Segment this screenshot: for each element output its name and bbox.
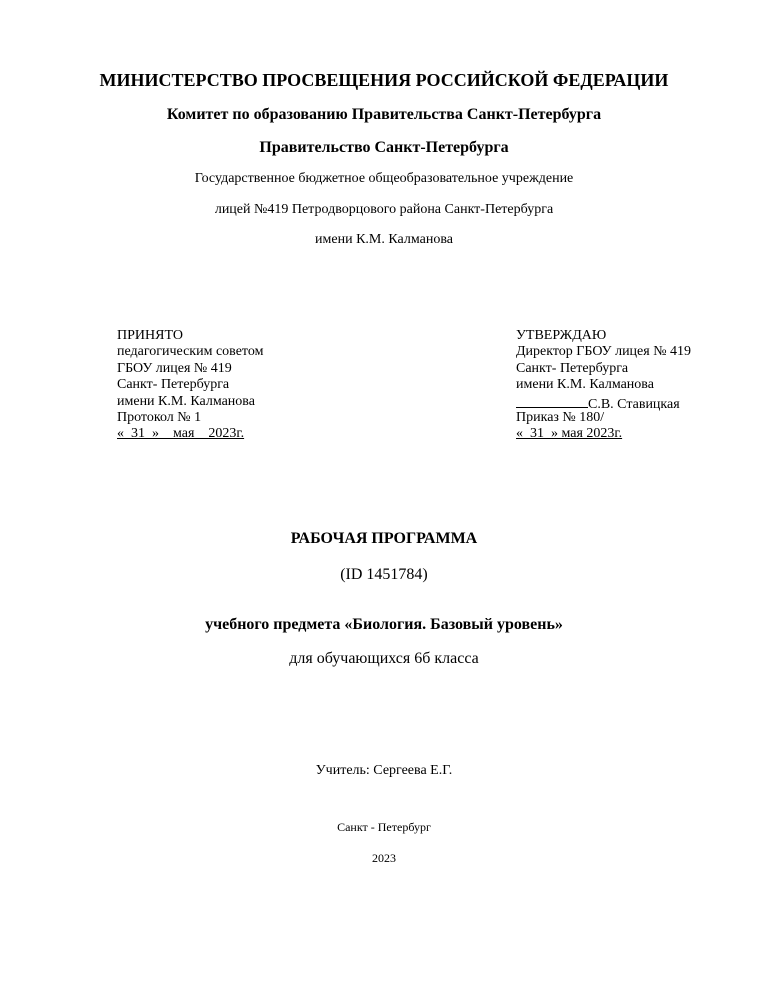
ministry-heading: МИНИСТЕРСТВО ПРОСВЕЩЕНИЯ РОССИЙСКОЙ ФЕДЕРАЦИИ <box>99 70 669 90</box>
approved-line-2: Санкт- Петербурга <box>516 360 629 376</box>
approved-line-1: Директор ГБОУ лицея № 419 <box>516 344 692 360</box>
accepted-block <box>117 328 263 443</box>
year: 2023 <box>372 851 396 865</box>
program-subject: учебного предмета «Биология. Базовый уровень» <box>205 616 563 633</box>
approved-title: УТВЕРЖДАЮ <box>516 328 607 343</box>
committee-heading: Комитет по образованию Правительства Санкт-Петербурга <box>166 106 602 123</box>
signature-line <box>516 394 588 408</box>
program-audience: для обучающихся 6б класса <box>289 650 479 667</box>
approved-signatory: С.В. Ставицкая <box>588 396 680 412</box>
approved-date: « 31 » мая 2023г. <box>516 426 623 442</box>
institution-line-1: Государственное бюджетное общеобразовательное учреждение <box>194 171 574 186</box>
institution-line-3: имени К.М. Калманова <box>315 232 453 247</box>
accepted-line-3: Санкт- Петербурга <box>117 377 230 393</box>
accepted-line-1: педагогическим советом <box>117 344 264 360</box>
approved-block <box>516 328 691 443</box>
program-id: (ID 1451784) <box>340 566 428 583</box>
city: Санкт - Петербург <box>337 820 431 834</box>
approved-order: Приказ № 180/ <box>516 409 605 425</box>
accepted-title: ПРИНЯТО <box>117 328 183 343</box>
teacher-name: Учитель: Сергеева Е.Г. <box>315 763 453 778</box>
accepted-line-4: имени К.М. Калманова <box>117 393 255 409</box>
institution-line-2: лицей №419 Петродворцового района Санкт-Петербурга <box>214 202 554 217</box>
government-heading: Правительство Санкт-Петербурга <box>259 139 509 156</box>
accepted-date: « 31 » мая 2023г. <box>117 426 245 442</box>
accepted-line-2: ГБОУ лицея № 419 <box>117 360 232 376</box>
accepted-protocol: Протокол № 1 <box>117 409 202 425</box>
program-title: РАБОЧАЯ ПРОГРАММА <box>290 530 478 547</box>
approved-signature-row <box>516 394 691 410</box>
approved-line-3: имени К.М. Калманова <box>516 377 654 393</box>
